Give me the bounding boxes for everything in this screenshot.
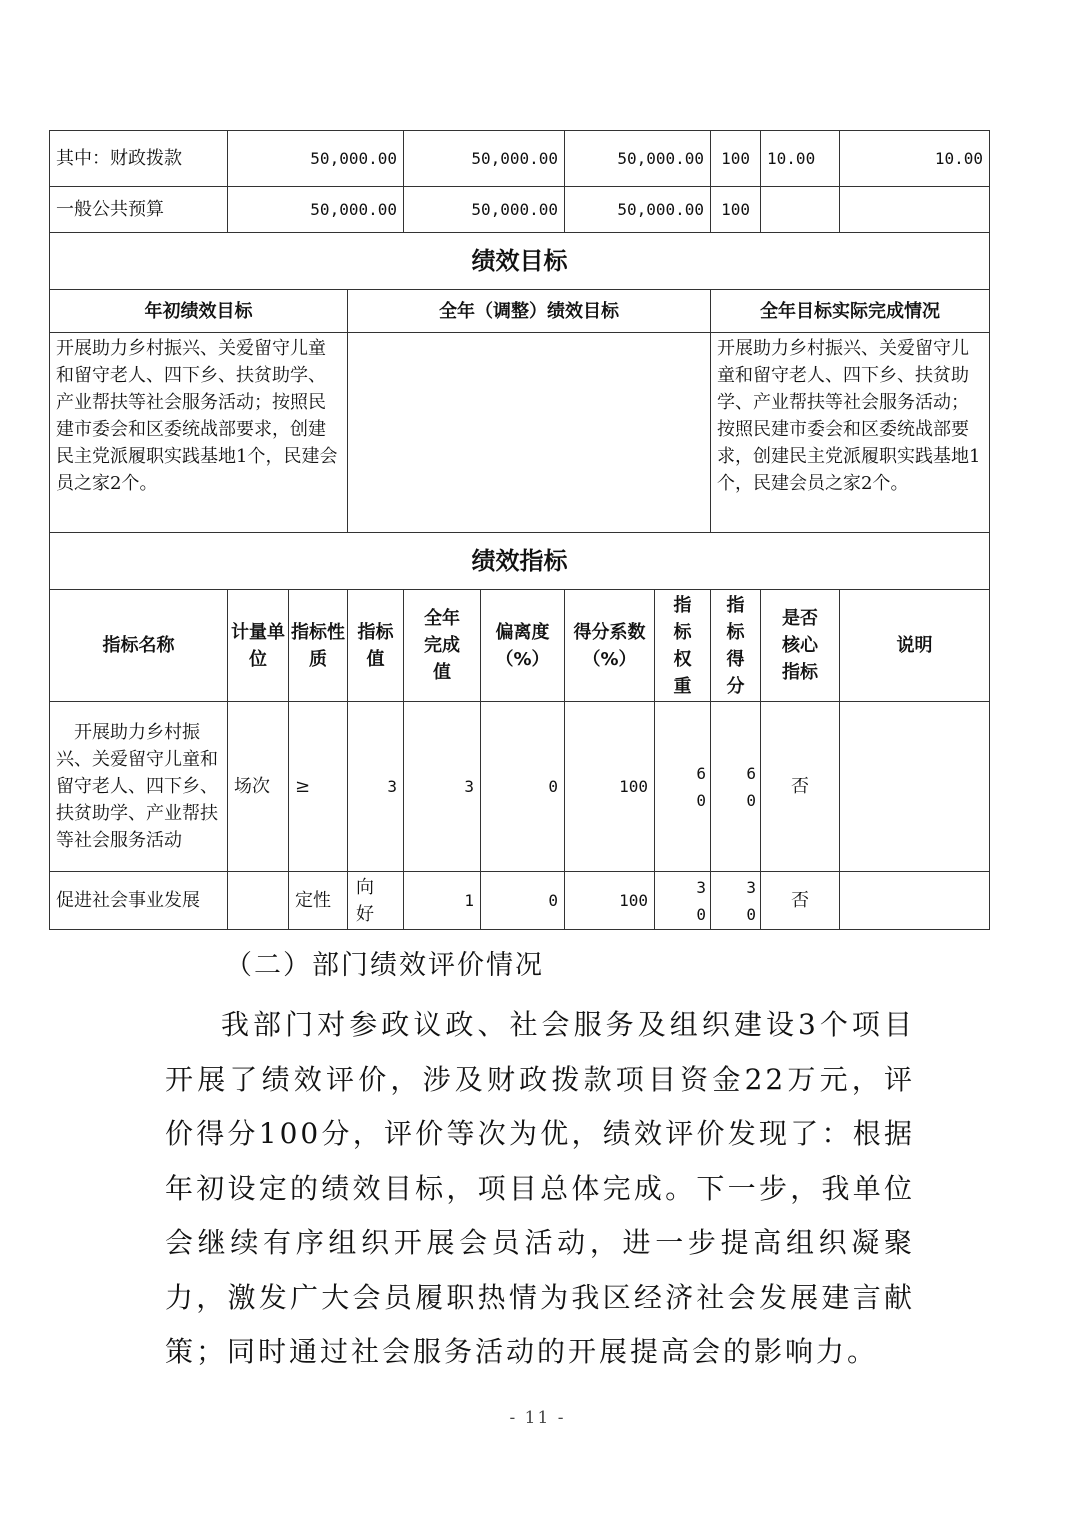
indicator-coef: 100 [565,872,655,930]
indicator-note [840,702,990,872]
indicator-header: 指标名称 [50,590,228,702]
indicator-core: 否 [761,872,840,930]
indicator-target: 3 [348,702,404,872]
indicators-section-title: 绩效指标 [50,533,990,590]
funding-value: 10.00 [761,131,840,187]
goals-col1-header: 年初绩效目标 [50,290,348,333]
indicator-row [50,702,990,872]
indicators-section-row [50,533,990,590]
goals-col2-text [348,333,711,533]
indicator-name: 开展助力乡村振兴、关爱留守儿童和留守老人、四下乡、扶贫助学、产业帮扶等社会服务活动 [50,702,228,872]
goals-col1-text: 开展助力乡村振兴、关爱留守儿童和留守老人、四下乡、扶贫助学、产业帮扶等社会服务活动；按照民建市委会和区委统战部要求，创建民主党派履职实践基地1个，民建会员之家2个。 [50,333,348,533]
funding-label: 其中：财政拨款 [50,131,228,187]
funding-value [761,187,840,233]
indicator-header: 全年完成值 [404,590,481,702]
indicator-score: 60 [711,702,761,872]
indicator-row [50,872,990,930]
indicator-coef: 100 [565,702,655,872]
goals-header-row [50,290,990,333]
indicator-note [840,872,990,930]
indicator-header: 计量单位 [228,590,289,702]
indicator-deviation: 0 [481,702,565,872]
indicator-header: 偏离度（%） [481,590,565,702]
indicators-header-row [50,590,990,702]
funding-value: 100 [711,187,761,233]
funding-value [840,187,990,233]
goals-section-row [50,233,990,290]
goals-section-title: 绩效目标 [50,233,990,290]
goals-col3-header: 全年目标实际完成情况 [711,290,990,333]
indicator-header: 指标得分 [711,590,761,702]
funding-value: 50,000.00 [565,187,711,233]
funding-value: 10.00 [840,131,990,187]
funding-row [50,187,990,233]
funding-value: 50,000.00 [404,131,565,187]
funding-value: 50,000.00 [565,131,711,187]
funding-value: 100 [711,131,761,187]
funding-label: 一般公共预算 [50,187,228,233]
indicator-deviation: 0 [481,872,565,930]
indicator-actual: 3 [404,702,481,872]
indicator-target: 向好 [348,872,404,930]
funding-value: 50,000.00 [228,187,404,233]
section-heading: （二）部门绩效评价情况 [225,950,544,981]
indicator-unit: 场次 [228,702,289,872]
indicator-header: 是否核心指标 [761,590,840,702]
indicator-core: 否 [761,702,840,872]
indicator-actual: 1 [404,872,481,930]
indicator-header: 指标值 [348,590,404,702]
funding-row [50,131,990,187]
page-number: - 11 - [509,1408,566,1428]
evaluation-paragraph: 我部门对参政议政、社会服务及组织建设3个项目开展了绩效评价，涉及财政拨款项目资金22万元，评价得分100分，评价等次为优，绩效评价发现了：根据年初设定的绩效目标，项目总体完成。下一步，我单位会继续有序组织开展会员活动，进一步提高组织凝聚力，激发广大会员履职热情为我区经济社会发展建言献策；同时通过社会服务活动的开展提高会的影响力。 [165,1008,915,1368]
indicator-header: 得分系数（%） [565,590,655,702]
goals-content-row [50,333,990,533]
indicator-nature: ≥ [289,702,348,872]
performance-table [49,130,990,930]
indicator-weight: 30 [655,872,711,930]
indicator-unit [228,872,289,930]
funding-value: 50,000.00 [404,187,565,233]
goals-col3-text: 开展助力乡村振兴、关爱留守儿童和留守老人、四下乡、扶贫助学、产业帮扶等社会服务活动；按照民建市委会和区委统战部要求，创建民主党派履职实践基地1个，民建会员之家2个。 [711,333,990,533]
indicator-weight: 60 [655,702,711,872]
funding-value: 50,000.00 [228,131,404,187]
indicator-header: 说明 [840,590,990,702]
indicator-header: 指标权重 [655,590,711,702]
indicator-name: 促进社会事业发展 [50,872,228,930]
goals-col2-header: 全年（调整）绩效目标 [348,290,711,333]
indicator-nature: 定性 [289,872,348,930]
indicator-header: 指标性质 [289,590,348,702]
indicator-score: 30 [711,872,761,930]
